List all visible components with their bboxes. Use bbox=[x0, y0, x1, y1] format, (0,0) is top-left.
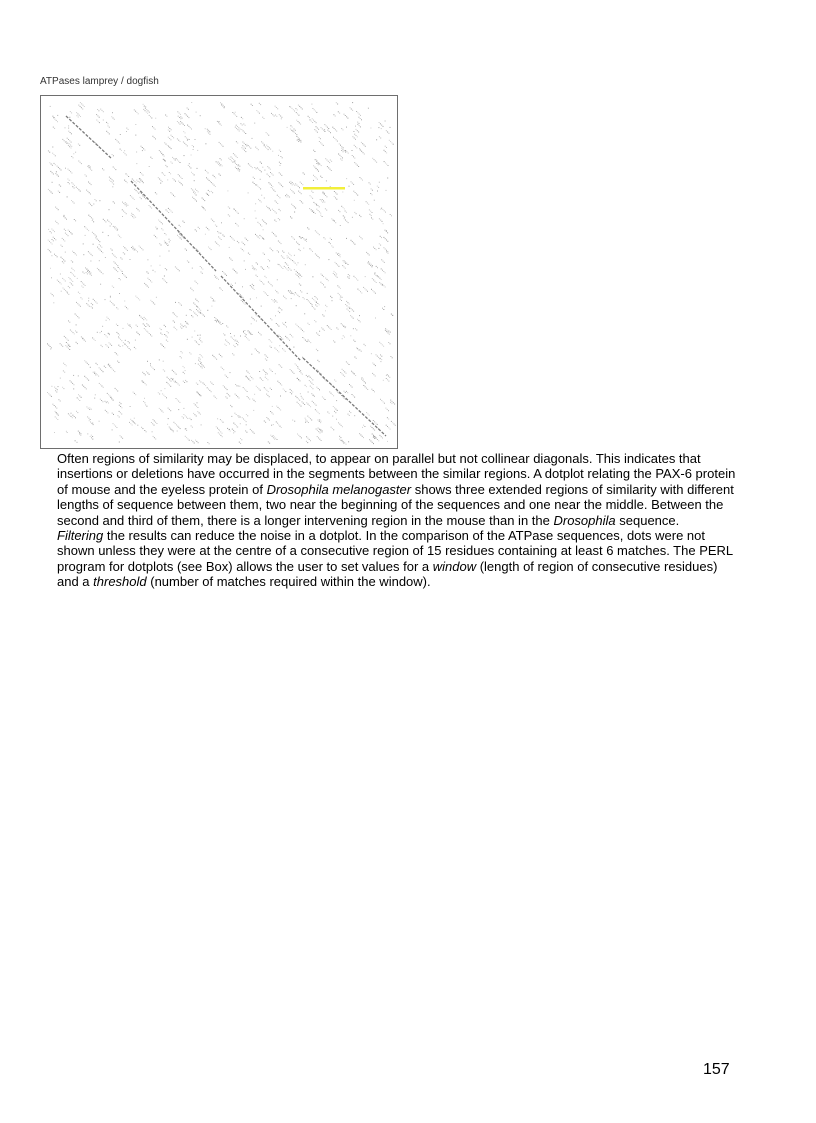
page-number: 157 bbox=[703, 1061, 730, 1078]
text-run: Often regions of similarity may be displaced, to appear on parallel but not collinear diagonals. This indicates that insertions or deletions have occurred in the segments between the similar regions. A dotplot relating the PAX-6 protein of mouse and the eyeless protein of bbox=[57, 451, 736, 497]
diagonal-segment bbox=[66, 116, 111, 158]
italic-term: window bbox=[432, 558, 477, 574]
text-run: sequence. bbox=[615, 512, 680, 528]
italic-term: Filtering bbox=[57, 528, 104, 544]
paragraph-filtering bbox=[57, 528, 737, 590]
paragraph-similarity-regions bbox=[57, 451, 737, 528]
text-run: (number of matches required within the window). bbox=[146, 574, 431, 590]
diagonal-segment bbox=[303, 358, 386, 436]
figure-caption: ATPases lamprey / dogfish bbox=[40, 76, 159, 87]
italic-term: Drosophila bbox=[553, 512, 616, 528]
text-run: shows three extended regions of similarity with different lengths of sequence between them, two near the beginning of the sequences and one near the middle. Between the second and third of them, there is a longer intervening region in the mouse than in the bbox=[57, 481, 734, 528]
dotplot-image bbox=[41, 96, 397, 448]
noise-dots bbox=[47, 102, 396, 445]
highlight-mark bbox=[303, 187, 345, 190]
text-run: (length of region of consecutive residues) and a bbox=[57, 558, 718, 590]
body-text bbox=[57, 451, 737, 590]
italic-term: threshold bbox=[93, 574, 147, 590]
italic-term: Drosophila melanogaster bbox=[266, 481, 412, 497]
diagonal-segment bbox=[131, 181, 216, 271]
text-run: the results can reduce the noise in a dotplot. In the comparison of the ATPase sequences, dots were not shown unless they were at the centre of a consecutive region of 15 residues containing at least 6 matches. The PERL program for dotplots (see Box) allows the user to set values for a bbox=[57, 528, 733, 574]
dotplot-figure bbox=[40, 95, 398, 449]
